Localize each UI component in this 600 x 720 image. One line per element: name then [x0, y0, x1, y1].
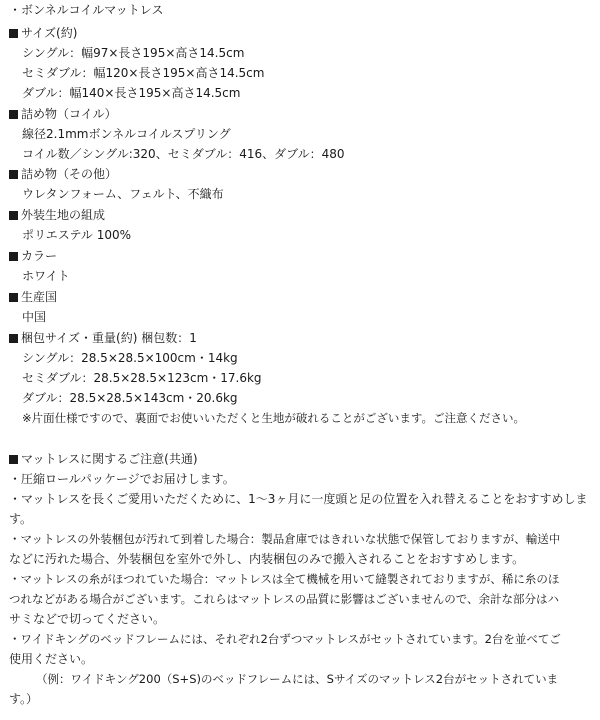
notes-line: サミなどで切ってください。 [9, 612, 166, 626]
size-double: ダブル：幅140×長さ195×高さ14.5cm [22, 86, 241, 100]
size-heading: サイズ(約) [9, 25, 77, 41]
notes-heading: マットレスに関するご注意(共通) [9, 451, 198, 467]
notes-line: ・ワイドキングのベッドフレームには、それぞれ2台ずつマットレスがセットされています。2台を並べてご [9, 632, 561, 646]
package-heading: 梱包サイズ・重量(約) 梱包数：1 [9, 330, 197, 346]
size-single: シングル：幅97×長さ195×高さ14.5cm [22, 46, 245, 60]
notes-line: ・圧縮ロールパッケージでお届けします。 [9, 472, 235, 486]
size-semi-double: セミダブル：幅120×長さ195×高さ14.5cm [22, 66, 265, 80]
notes-line: 使用ください。 [9, 652, 94, 666]
notes-line: す。 [9, 512, 33, 526]
package-note: ※片面仕様ですので、裏面でお使いいただくと生地が破れることがございます。ご注意ください。 [22, 411, 525, 425]
origin-heading: 生産国 [9, 289, 57, 305]
filling-coil-item: 線径2.1mmボンネルコイルスプリング [22, 127, 231, 141]
color-heading: カラー [9, 248, 57, 264]
notes-line: ・マットレスの糸がほつれていた場合：マットレスは全て機械を用いて縫製されておりますが、稀に糸のほ [9, 572, 560, 586]
notes-line: ・マットレスの外装梱包が汚れて到着した場合：製品倉庫ではきれいな状態で保管しておりますが、輸送中 [9, 532, 561, 546]
package-semi-double: セミダブル：28.5×28.5×123cm・17.6kg [22, 371, 262, 385]
product-line-title: ・ボンネルコイルマットレス [9, 3, 164, 17]
color-item: ホワイト [22, 269, 70, 283]
notes-line: などに汚れた場合、外装梱包を室外で外し、内装梱包のみで搬入されることをおすすめします。 [9, 552, 525, 566]
fabric-item: ポリエステル 100% [22, 228, 132, 242]
package-single: シングル：28.5×28.5×100cm・14kg [22, 351, 238, 365]
notes-line: ・マットレスを長くご愛用いただくために、1～3ヶ月に一度頭と足の位置を入れ替えることをおすすめしま [9, 492, 588, 506]
filling-coil-item: コイル数／シングル:320、セミダブル：416、ダブル：480 [22, 147, 345, 161]
notes-line: つれなどがある場合がございます。これらはマットレスの品質に影響はございませんので、余計な部分はハ [9, 592, 560, 606]
filling-other-item: ウレタンフォーム、フェルト、不織布 [22, 187, 224, 201]
package-double: ダブル：28.5×28.5×143cm・20.6kg [22, 391, 238, 405]
filling-other-heading: 詰め物（その他） [9, 166, 117, 182]
origin-item: 中国 [22, 310, 47, 324]
notes-line: （例：ワイドキング200（S+S)のベッドフレームには、Sサイズのマットレス2台がセットされていま [36, 672, 559, 686]
fabric-heading: 外装生地の組成 [9, 207, 105, 223]
notes-line: す。） [9, 692, 39, 706]
filling-coil-heading: 詰め物（コイル） [9, 106, 117, 122]
